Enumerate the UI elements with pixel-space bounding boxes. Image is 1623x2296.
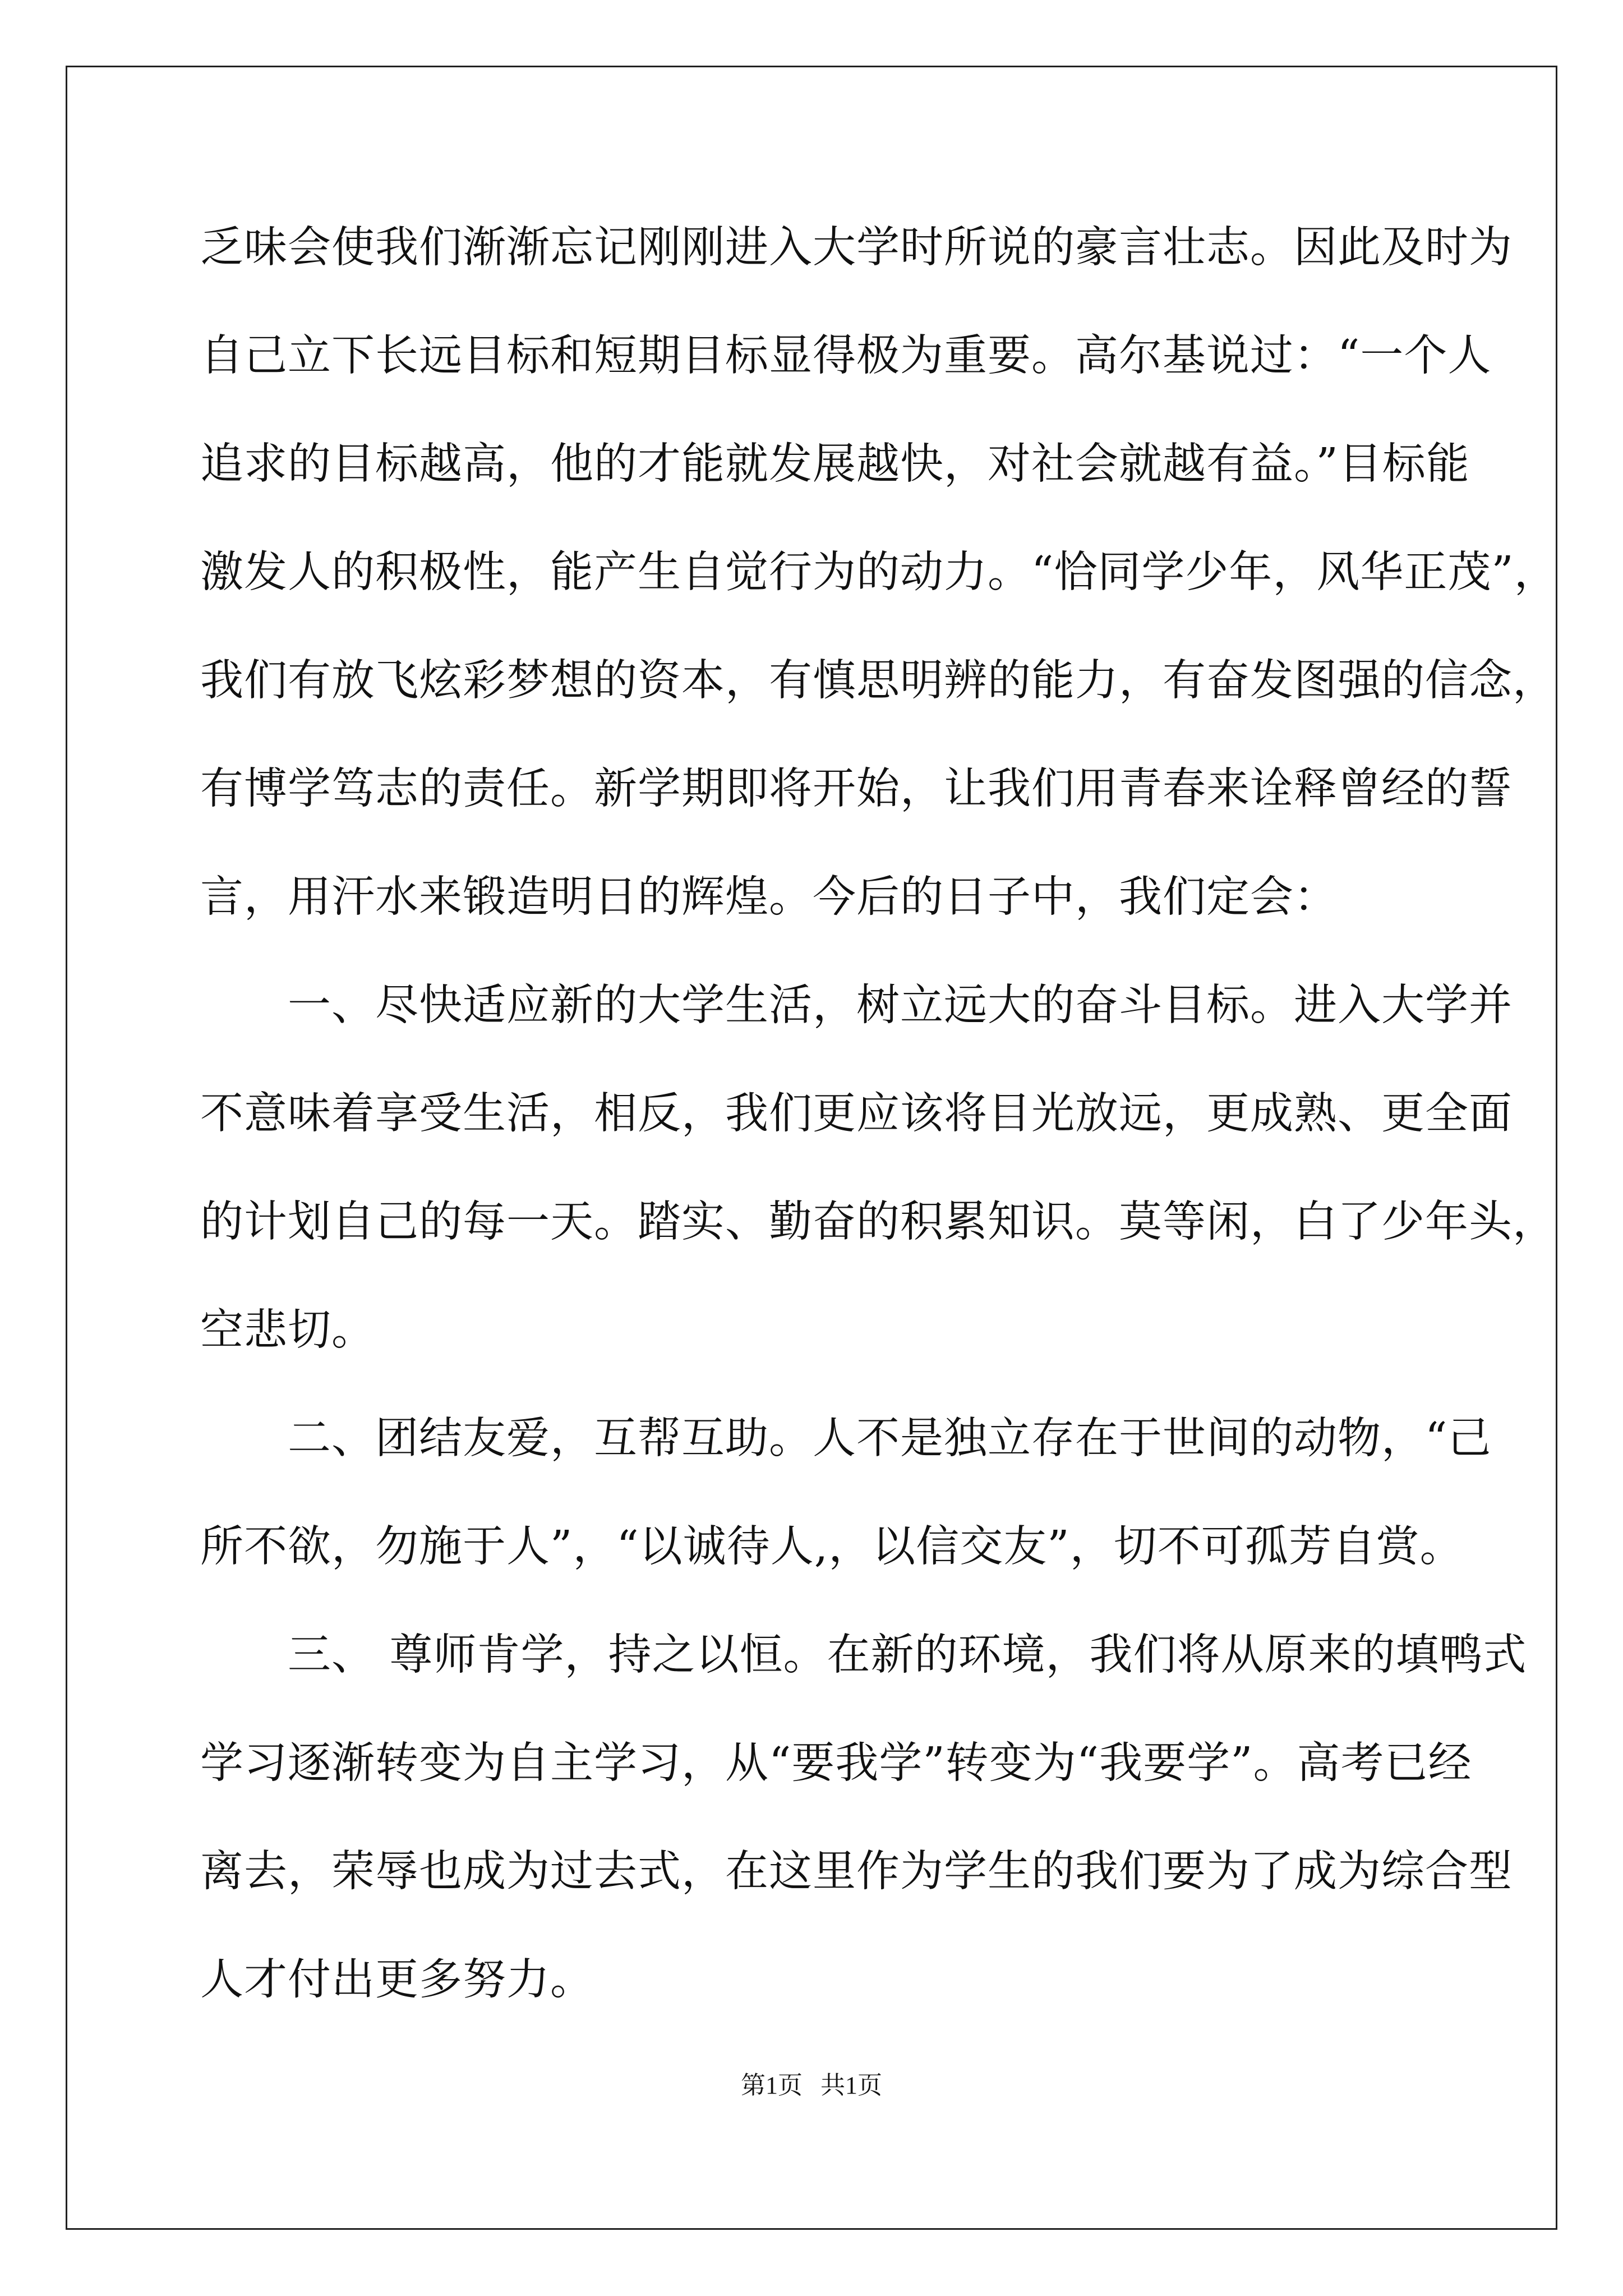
text-line: 人才付出更多努力。: [200, 1955, 594, 2005]
page-number-total: 共1页: [820, 2072, 882, 2099]
text-line: 追求的目标越高，他的才能就发展越快，对社会就越有益。”目标能: [200, 439, 1470, 489]
text-line: 三、 尊师肯学，持之以恒。在新的环境，我们将从原来的填鸭式: [200, 1630, 1527, 1680]
text-line: 我们有放飞炫彩梦想的资本，有慎思明辨的能力，有奋发图强的信念，: [200, 656, 1556, 706]
text-line: 激发人的积极性，能产生自觉行为的动力。“恰同学少年，风华正茂”，: [200, 547, 1558, 597]
text-line: 离去，荣辱也成为过去式，在这里作为学生的我们要为了成为综合型: [200, 1847, 1513, 1897]
text-line: 乏味会使我们渐渐忘记刚刚进入大学时所说的豪言壮志。因此及时为: [200, 223, 1513, 273]
text-line: 言，用汗水来锻造明日的辉煌。今后的日子中，我们定会：: [200, 872, 1338, 922]
text-line: 的计划自己的每一天。踏实、勤奋的积累知识。莫等闲，白了少年头，: [200, 1197, 1556, 1247]
page-border: [66, 66, 1557, 2230]
text-line: 空悲切。: [200, 1305, 375, 1355]
text-line: 自己立下长远目标和短期目标显得极为重要。高尔基说过：“一个人: [200, 331, 1492, 381]
text-line: 所不欲，勿施于人”，“以诚待人,，以信交友”，切不可孤芳自赏。: [200, 1522, 1464, 1572]
page-number-current: 第1页: [741, 2072, 803, 2099]
text-line: 二、团结友爱，互帮互助。人不是独立存在于世间的动物，“己: [200, 1414, 1492, 1464]
text-line: 不意味着享受生活，相反，我们更应该将目光放远，更成熟、更全面: [200, 1089, 1513, 1139]
text-line: 一、尽快适应新的大学生活，树立远大的奋斗目标。进入大学并: [200, 981, 1513, 1030]
text-line: 有博学笃志的责任。新学期即将开始，让我们用青春来诠释曾经的誓: [200, 764, 1513, 814]
page-footer: [0, 2070, 1623, 2101]
text-line: 学习逐渐转变为自主学习，从“要我学”转变为“我要学”。高考已经: [200, 1738, 1472, 1788]
